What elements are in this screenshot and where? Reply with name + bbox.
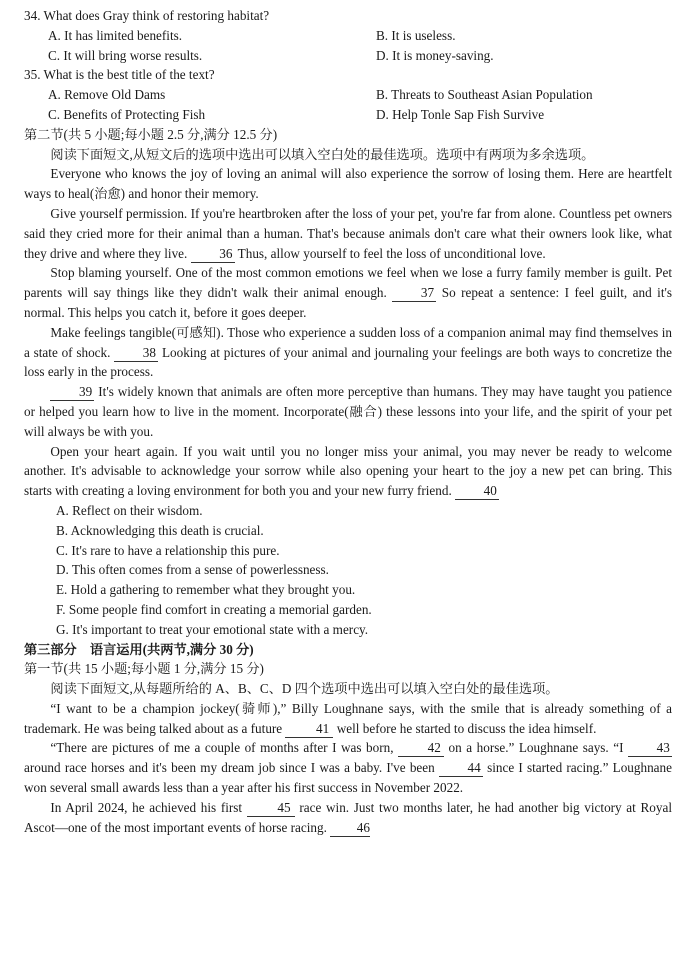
paragraph-4-text-b: Looking at pictures of your animal and journaling your feelings are both ways to concretize the loss early in the process. xyxy=(24,344,672,380)
passage-paragraph-4 xyxy=(24,323,672,382)
passage-paragraph-1: Everyone who knows the joy of loving an animal will also experience the sorrow of losing them. Here are heartfelt ways to heal(治愈) and honor their memory. xyxy=(24,166,672,202)
cloze-p2-text-b: on a horse.” Loughnane says. “I xyxy=(444,740,628,756)
option-f[interactable]: F. Some people find comfort in creating a memorial garden. xyxy=(56,601,372,617)
option-g[interactable]: G. It's important to treat your emotional state with a mercy. xyxy=(56,621,369,637)
cloze-p1-text-b: well before he started to discuss the idea himself. xyxy=(333,720,597,736)
blank-42[interactable]: 42 xyxy=(398,740,444,757)
blank-37[interactable]: 37 xyxy=(392,285,436,302)
part-3-instruction: 阅读下面短文,从每题所给的 A、B、C、D 四个选项中选出可以填入空白处的最佳选项。 xyxy=(50,681,559,697)
part-3-section-1-header: 第一节(共 15 小题;每小题 1 分,满分 15 分) xyxy=(24,661,264,677)
paragraph-4-text-a: Make feelings tangible(可感知). Those who experience a sudden loss of a companion animal may find themselves in a state of shock. xyxy=(24,324,672,360)
q34-option-d[interactable]: D. It is money-saving. xyxy=(376,47,494,63)
q34-option-b[interactable]: B. It is useless. xyxy=(376,27,456,43)
q35-option-b[interactable]: B. Threats to Southeast Asian Population xyxy=(376,87,593,103)
option-e[interactable]: E. Hold a gathering to remember what they brought you. xyxy=(56,582,356,598)
blank-40[interactable]: 40 xyxy=(455,483,499,500)
question-35-stem: 35. What is the best title of the text? xyxy=(24,67,215,83)
q34-option-c[interactable]: C. It will bring worse results. xyxy=(48,47,203,63)
q35-option-c[interactable]: C. Benefits of Protecting Fish xyxy=(48,106,206,122)
passage-paragraph-5 xyxy=(24,382,672,441)
blank-44[interactable]: 44 xyxy=(439,760,483,777)
part-3-header: 第三部分 语言运用(共两节,满分 30 分) xyxy=(24,641,254,657)
paragraph-2-text: Give yourself permission. If you're heartbroken after the loss of your pet, you're far from alone. Countless pet owners said they cried more for their animal than a human. That's because animals don't care what their owners look like, what they drive and where they live. xyxy=(24,205,672,261)
blank-39[interactable]: 39 xyxy=(50,384,94,401)
option-b[interactable]: B. Acknowledging this death is crucial. xyxy=(56,522,264,538)
paragraph-3-end: So repeat a sentence: I feel guilt, and it's normal. This helps you catch it, before it goes deeper. xyxy=(24,285,673,320)
cloze-p2-text-d: since I started racing.” Loughnane won several small awards less than a year after his first success in November 2022. xyxy=(24,760,672,796)
cloze-p3-text-a: In April 2024, he achieved his first xyxy=(50,799,247,815)
option-a[interactable]: A. Reflect on their wisdom. xyxy=(56,502,203,518)
passage-paragraph-6 xyxy=(24,442,672,501)
cloze-p3-text-b: race win. Just two months later, he had another big victory at Royal Ascot—one of the most important events of horse racing. xyxy=(24,799,672,835)
option-c[interactable]: C. It's rare to have a relationship this pure. xyxy=(56,542,280,558)
question-35-options-row-2 xyxy=(24,105,672,125)
question-34-stem: 34. What does Gray think of restoring habitat? xyxy=(24,8,270,23)
cloze-p2-text-a: “There are pictures of me a couple of months after I was born, xyxy=(50,740,399,756)
cloze-paragraph-3 xyxy=(24,798,672,838)
cloze-paragraph-1 xyxy=(24,699,672,739)
question-34-options-row-1 xyxy=(24,26,672,46)
cloze-paragraph-2 xyxy=(24,738,672,797)
paragraph-3-text: Stop blaming yourself. One of the most common emotions we feel when we lose a furry family member is guilt. Pet parents will say things like they didn't walk their animal enough. xyxy=(24,265,672,301)
paragraph-2-end: Thus, allow yourself to feel the loss of unconditional love. xyxy=(234,245,546,261)
cloze-p2-text-c: around race horses and it's been my dream job since I was a baby. I've been xyxy=(24,760,439,776)
q35-option-a[interactable]: A. Remove Old Dams xyxy=(48,87,166,103)
q35-option-d[interactable]: D. Help Tonle Sap Fish Survive xyxy=(376,106,545,122)
paragraph-5-text: It's widely known that animals are often more perceptive than humans. They may have taught you patience or helped you learn how to live in the moment. Incorporate(融合) these lessons into your life, and the spirit of your pet will always be with you. xyxy=(24,384,672,439)
section-2-header: 第二节(共 5 小题;每小题 2.5 分,满分 12.5 分) xyxy=(24,126,278,142)
blank-38[interactable]: 38 xyxy=(114,345,158,362)
section-2-instruction: 阅读下面短文,从短文后的选项中选出可以填入空白处的最佳选项。选项中有两项为多余选项。 xyxy=(50,146,595,162)
passage-paragraph-2 xyxy=(24,204,672,263)
passage-paragraph-3 xyxy=(24,263,672,322)
blank-41[interactable]: 41 xyxy=(285,721,333,738)
question-34-options-row-2 xyxy=(24,46,672,66)
blank-46[interactable]: 46 xyxy=(330,820,370,837)
q34-option-a[interactable]: A. It has limited benefits. xyxy=(48,27,183,43)
option-d[interactable]: D. This often comes from a sense of powerlessness. xyxy=(56,562,329,578)
cloze-p1-text-a: “I want to be a champion jockey(骑师),” Billy Loughnane says, with the smile that is already something of a trademark. He was being talked about as a future xyxy=(24,700,672,736)
question-35-options-row-1 xyxy=(24,85,672,105)
blank-36[interactable]: 36 xyxy=(191,246,235,263)
paragraph-6-text: Open your heart again. If you wait until you no longer miss your animal, you may never be ready to welcome another. It's advisable to acknowledge your sorrow while also opening your heart to the joy a new pet can bring. This starts with creating a loving environment for both you and your new furry friend. xyxy=(24,443,672,499)
blank-45[interactable]: 45 xyxy=(247,800,295,817)
blank-43[interactable]: 43 xyxy=(628,740,672,757)
